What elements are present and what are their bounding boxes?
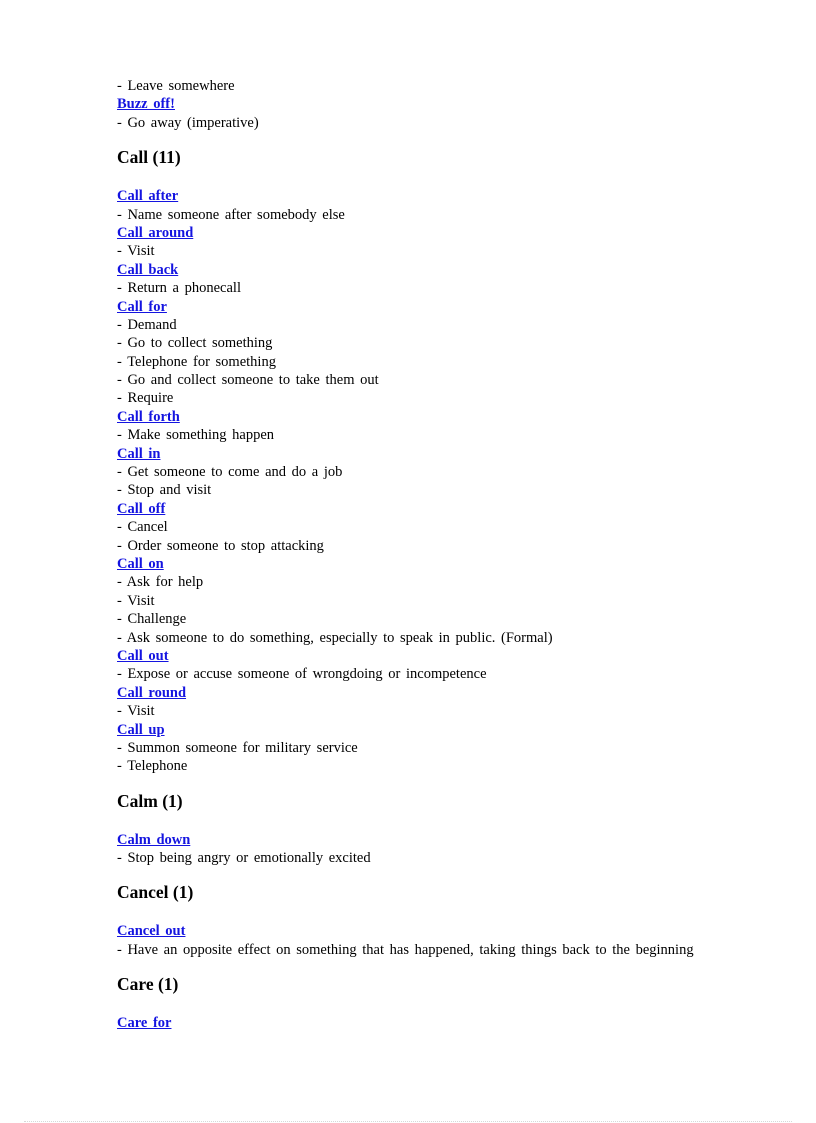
phrasal-verb-link[interactable]: Call round — [117, 684, 187, 701]
section-3 — [117, 974, 797, 1032]
definition-line: - Go away (imperative) — [117, 114, 259, 131]
definition-line: - Telephone — [117, 758, 188, 775]
phrasal-verb-link[interactable]: Call around — [117, 224, 194, 241]
definition-line: - Stop being angry or emotionally excited — [117, 850, 371, 867]
phrasal-verb-link[interactable]: Call back — [117, 261, 179, 278]
phrasal-verb-link[interactable]: Call up — [117, 721, 165, 738]
section-heading: Care (1) — [117, 974, 179, 995]
sections-container — [117, 147, 797, 1032]
intro-block — [117, 77, 797, 132]
phrasal-verb-link[interactable]: Call off — [117, 500, 166, 517]
section-heading: Call (11) — [117, 147, 181, 168]
phrasal-verb-document — [117, 77, 797, 1033]
section-heading: Calm (1) — [117, 790, 183, 811]
page-bottom-divider — [24, 1121, 792, 1122]
phrasal-verb-link[interactable]: Call for — [117, 298, 167, 315]
definition-line: - Cancel — [117, 519, 168, 536]
phrasal-verb-link[interactable]: Call out — [117, 647, 169, 664]
definition-line: - Go and collect someone to take them out — [117, 372, 379, 389]
phrasal-verb-link[interactable]: Call on — [117, 555, 164, 572]
definition-line: - Telephone for something — [117, 353, 276, 370]
phrasal-verb-link[interactable]: Call in — [117, 445, 161, 462]
definition-line: - Require — [117, 390, 174, 407]
phrasal-verb-link[interactable]: Buzz off! — [117, 96, 175, 113]
phrasal-verb-link[interactable]: Call forth — [117, 408, 180, 425]
phrasal-verb-link[interactable]: Call after — [117, 188, 179, 205]
definition-line: - Challenge — [117, 611, 187, 628]
definition-line: - Get someone to come and do a job — [117, 464, 343, 481]
definition-line: - Leave somewhere — [117, 78, 235, 94]
definition-line: - Visit — [117, 703, 155, 720]
definition-line: - Summon someone for military service — [117, 739, 358, 756]
definition-line: - Have an opposite effect on something that has happened, taking things back to the beginning — [117, 941, 694, 958]
definition-line: - Order someone to stop attacking — [117, 537, 324, 554]
section-heading: Cancel (1) — [117, 882, 194, 903]
definition-line: - Ask someone to do something, especially to speak in public. (Formal) — [117, 629, 553, 646]
definition-line: - Expose or accuse someone of wrongdoing or incompetence — [117, 666, 487, 683]
definition-line: - Go to collect something — [117, 335, 273, 352]
phrasal-verb-link[interactable]: Cancel out — [117, 923, 186, 940]
definition-line: - Visit — [117, 243, 155, 260]
definition-line: - Visit — [117, 592, 155, 609]
definition-line: - Demand — [117, 316, 177, 333]
definition-line: - Return a phonecall — [117, 280, 241, 297]
definition-line: - Name someone after somebody else — [117, 206, 345, 223]
definition-line: - Ask for help — [117, 574, 204, 591]
definition-line: - Make something happen — [117, 427, 275, 444]
section-2 — [117, 882, 797, 959]
definition-line: - Stop and visit — [117, 482, 212, 499]
section-1 — [117, 791, 797, 868]
phrasal-verb-link[interactable]: Calm down — [117, 831, 191, 848]
phrasal-verb-link[interactable]: Care for — [117, 1015, 172, 1032]
section-0 — [117, 147, 797, 776]
